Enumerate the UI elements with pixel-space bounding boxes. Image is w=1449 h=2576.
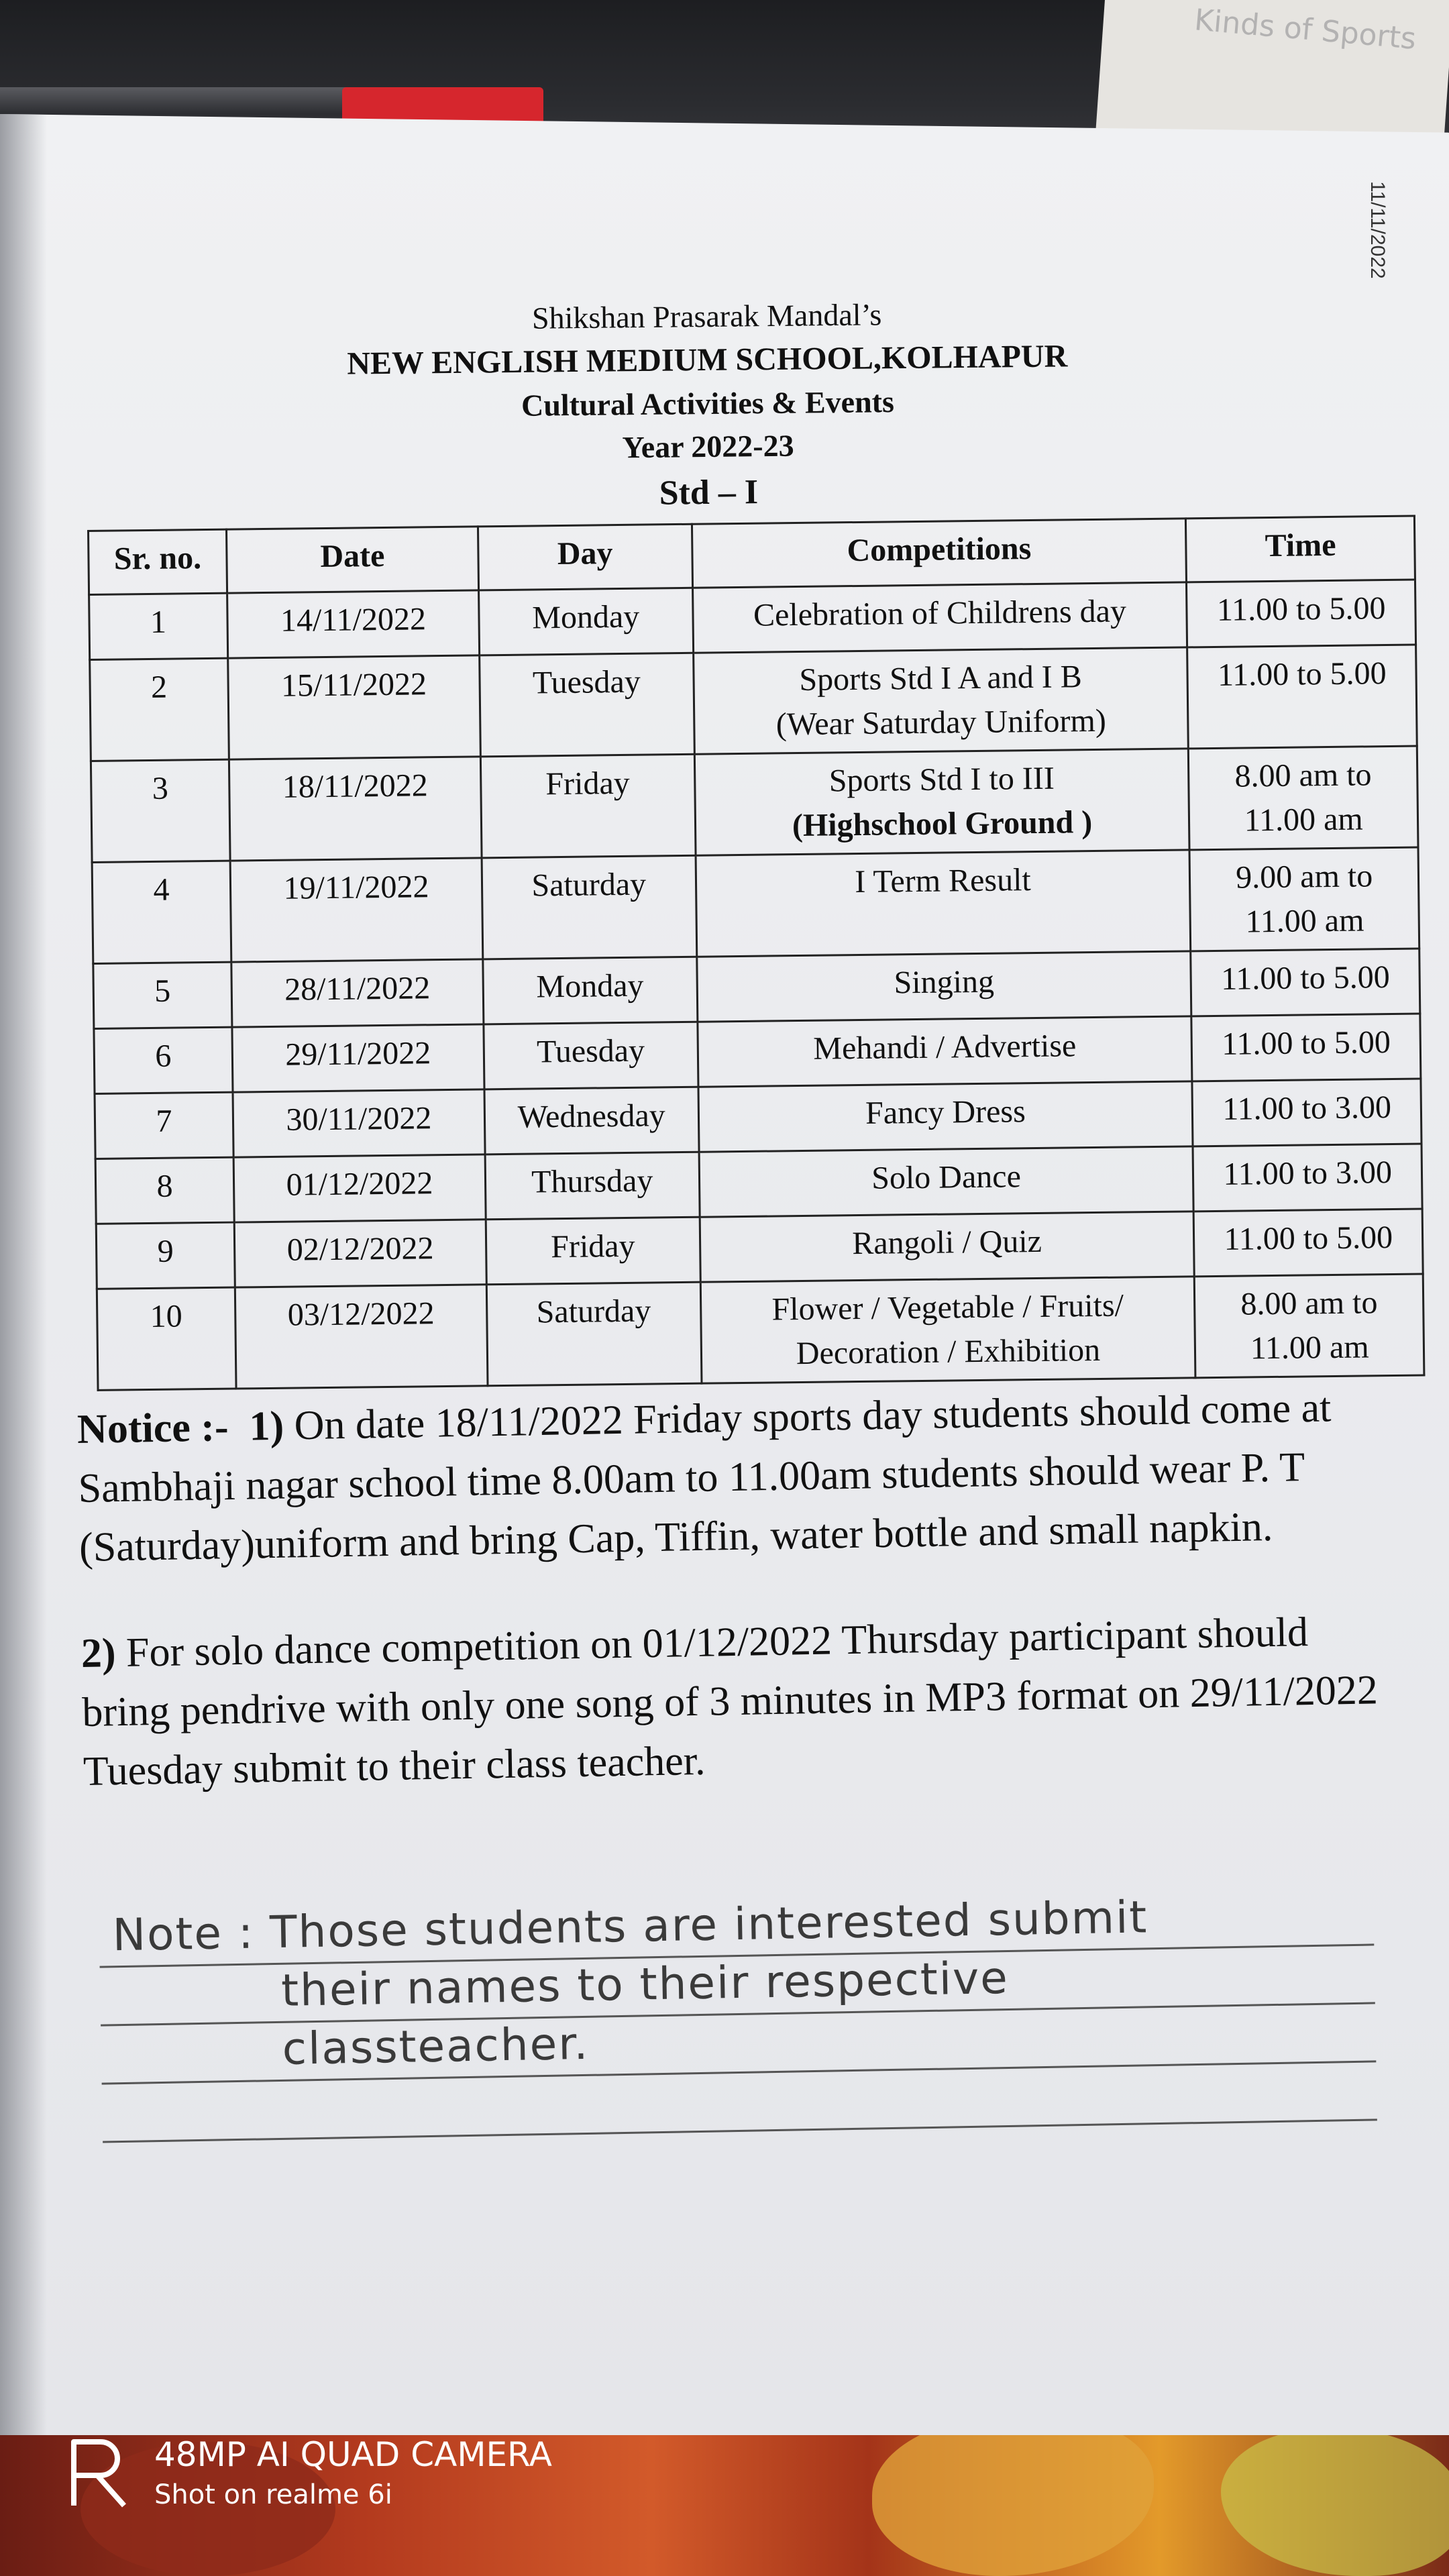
document-header (200, 290, 1215, 523)
cell-day: Tuesday (484, 1022, 698, 1089)
paper-shadow (0, 114, 47, 2435)
cell-time (1191, 1014, 1421, 1081)
handwritten-line: Note : Those students are interested submit (99, 1887, 1374, 1968)
notice-label: Notice :- (76, 1404, 229, 1453)
cell-sr: 7 (95, 1092, 233, 1159)
competition-line: (Highschool Ground ) (792, 804, 1093, 844)
events-table (87, 515, 1425, 1391)
cell-time (1192, 1079, 1421, 1146)
cell-date: 19/11/2022 (230, 858, 483, 962)
notice-item-2 (80, 1601, 1391, 1801)
competition-line: Celebration of Childrens day (753, 593, 1127, 633)
competition-line: Fancy Dress (865, 1093, 1026, 1131)
cell-sr: 1 (89, 593, 228, 659)
events-table-wrapper (87, 515, 1425, 1391)
cell-date: 01/12/2022 (233, 1155, 486, 1222)
cell-sr: 6 (94, 1027, 233, 1093)
competition-line: Mehandi / Advertise (813, 1028, 1077, 1067)
pen (0, 87, 349, 114)
table-row (91, 746, 1418, 862)
notice-text: On date 18/11/2022 Friday sports day students should come at Sambhaji nagar school time 8.00am to 11.00am students should wear P. T (Saturday)uniform and bring Cap, Tiffin, water bottle and small napkin. (78, 1385, 1332, 1571)
header-school-name: NEW ENGLISH MEDIUM SCHOOL,KOLHAPUR (347, 338, 1068, 382)
competition-line: Flower / Vegetable / Fruits/ (771, 1287, 1124, 1328)
time-line: 11.00 to 5.00 (1216, 590, 1386, 628)
cell-competition (697, 1016, 1192, 1087)
cell-time (1195, 1274, 1424, 1378)
cell-date: 28/11/2022 (231, 959, 484, 1027)
cell-day: Tuesday (480, 653, 694, 757)
cell-day: Saturday (486, 1282, 701, 1386)
handwritten-line: their names to their respective (100, 1945, 1375, 2026)
cell-date: 03/12/2022 (235, 1285, 488, 1389)
cell-day: Friday (480, 754, 695, 858)
cell-time (1193, 1144, 1423, 1212)
time-line: 11.00 to 5.00 (1221, 1024, 1391, 1062)
cell-time (1187, 645, 1417, 749)
cell-competition (699, 1146, 1194, 1217)
cell-time (1190, 847, 1419, 951)
cell-competition (696, 850, 1191, 957)
table-row (90, 645, 1417, 761)
watermark-title: 48MP AI QUAD CAMERA (154, 2435, 552, 2474)
cell-competition (694, 749, 1190, 855)
header-subtitle: Cultural Activities & Events (521, 384, 895, 423)
cell-competition (698, 1081, 1193, 1152)
cell-day: Wednesday (484, 1087, 699, 1155)
header-year: Year 2022-23 (622, 428, 794, 465)
cell-sr: 9 (96, 1222, 235, 1289)
cell-competition (692, 582, 1187, 653)
table-row (97, 1274, 1424, 1390)
competition-line: Rangoli / Quiz (852, 1223, 1042, 1262)
time-line: 11.00 am (1250, 1329, 1369, 1366)
cell-sr: 3 (91, 759, 230, 862)
cell-date: 29/11/2022 (232, 1024, 484, 1092)
competition-line: Singing (894, 963, 995, 1001)
cell-time (1187, 580, 1416, 647)
cell-date: 15/11/2022 (228, 655, 481, 759)
table-row (92, 847, 1419, 963)
column-header-day: Day (478, 524, 692, 590)
time-line: 11.00 to 5.00 (1224, 1219, 1393, 1257)
notice-number: 2) (80, 1630, 117, 1677)
time-line: 8.00 am to (1234, 757, 1372, 794)
time-line: 11.00 to 5.00 (1220, 959, 1391, 997)
competition-line: Sports Std I A and I B (799, 659, 1083, 698)
notice-number: 1) (248, 1403, 284, 1450)
cell-date: 18/11/2022 (229, 757, 482, 861)
competition-line: (Wear Saturday Uniform) (775, 702, 1107, 743)
notice-item-1 (76, 1377, 1387, 1577)
header-line-trust: Shikshan Prasarak Mandal’s (531, 297, 882, 335)
column-header-competitions: Competitions (692, 519, 1187, 588)
watermark-subtitle: Shot on realme 6i (154, 2479, 392, 2510)
cell-sr: 5 (93, 962, 232, 1028)
cell-sr: 4 (92, 861, 231, 963)
cell-time (1191, 949, 1420, 1016)
cell-day: Thursday (485, 1152, 700, 1220)
competition-line: Sports Std I to III (828, 760, 1055, 799)
handwritten-note (99, 1887, 1377, 2143)
time-line: 11.00 am (1244, 801, 1363, 839)
cell-competition (696, 951, 1191, 1022)
cell-sr: 8 (95, 1157, 234, 1224)
notebook-text: Kinds of Sports (1193, 3, 1417, 56)
cell-time (1194, 1209, 1424, 1277)
time-line: 8.00 am to (1240, 1285, 1378, 1322)
competition-line: I Term Result (855, 862, 1031, 900)
cell-date: 02/12/2022 (234, 1220, 486, 1287)
time-line: 9.00 am to (1235, 858, 1373, 896)
competition-line: Solo Dance (871, 1159, 1022, 1196)
competition-line: Decoration / Exhibition (796, 1332, 1101, 1372)
cell-sr: 2 (90, 658, 229, 761)
cell-competition (700, 1212, 1195, 1282)
cell-competition (693, 647, 1189, 754)
cell-day: Friday (486, 1217, 700, 1285)
header-standard: Std – I (659, 473, 759, 513)
cell-day: Saturday (482, 855, 696, 959)
handwritten-line: classteacher. (101, 2004, 1376, 2084)
time-line: 11.00 am (1245, 902, 1364, 940)
cell-day: Monday (479, 588, 694, 655)
time-line: 11.00 to 3.00 (1223, 1154, 1393, 1192)
notice-text: For solo dance competition on 01/12/2022 Thursday participant should bring pendrive with only one song of 3 minutes in MP3 format on 29/11/2022 Tuesday submit to their class teacher. (81, 1609, 1379, 1794)
column-header-time: Time (1186, 516, 1415, 582)
time-line: 11.00 to 5.00 (1217, 655, 1387, 693)
cell-date: 30/11/2022 (233, 1089, 485, 1157)
column-header-date: Date (226, 527, 478, 593)
cell-date: 14/11/2022 (227, 590, 479, 658)
notice-section (76, 1377, 1392, 1848)
column-header-sr: Sr. no. (89, 529, 227, 594)
realme-logo-icon (67, 2435, 127, 2509)
cell-sr: 10 (97, 1287, 236, 1390)
side-date: 11/11/2022 (1366, 181, 1389, 279)
cell-day: Monday (483, 957, 698, 1024)
cell-competition (700, 1277, 1196, 1383)
time-line: 11.00 to 3.00 (1222, 1089, 1392, 1127)
cell-time (1189, 746, 1418, 850)
